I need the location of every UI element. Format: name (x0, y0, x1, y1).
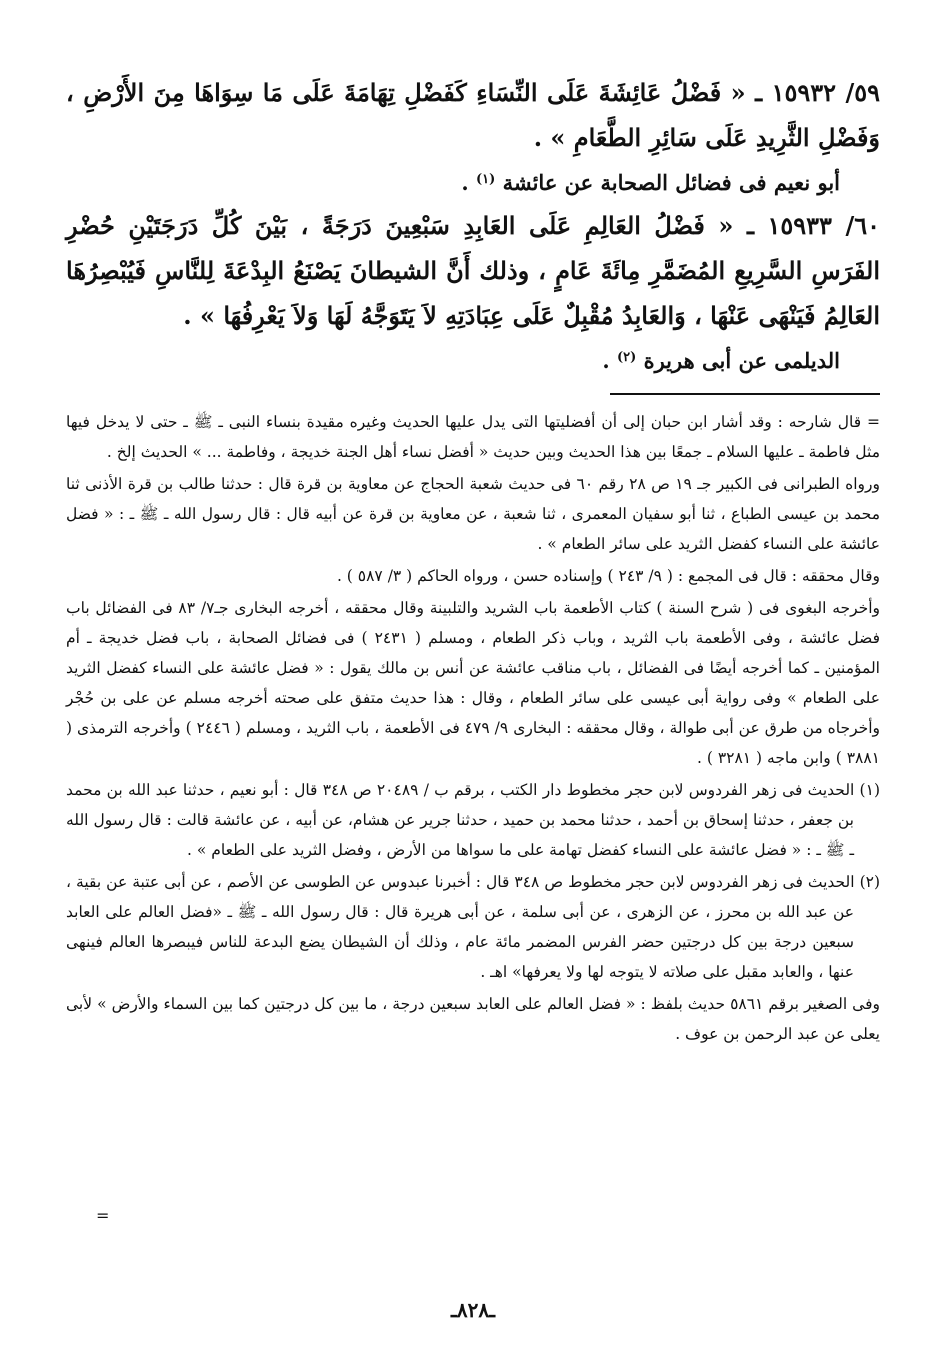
note-paragraph: = قال شارحه : وقد أشار ابن حبان إلى أن أفضليتها التى يدل عليها الحديث وغيره مقيدة بنساء النبى ـ ﷺ ـ حتى لا يدخل فيها مثل فاطمة ـ عليها السلام ـ جمعًا بين هذا الحديث وبين حديث « أفضل نساء أهل الجنة خديجة ، وفاطمة ... » الحديث إلخ . (66, 413, 880, 461)
hadith-59 (66, 70, 880, 160)
hadith-source: أبو نعيم فى فضائل الصحابة عن عائشة $^{(١)}$ . (461, 170, 840, 195)
footnote-2: (٢) الحديث فى زهر الفردوس لابن حجر مخطوط ص ٣٤٨ قال : أخبرنا عبدوس عن الطوسى عن الأصم ، عن أبى عتبة عن بقية ، عن عبد الله بن محرز ، عن الزهرى ، عن أبى سلمة ، عن أبى هريرة قال : قال رسول الله ـ ﷺ ـ «فضل العالم على العابد سبعين درجة بين كل درجتين حضر الفرس المضمر مائة عام ، وذلك أن الشيطان يضع البدعة للناس فيبصرها العالم فينهى عنها ، والعابد مقبل على صلاته لا يتوجه لها ولا يعرفها» اهـ . (66, 873, 881, 981)
footnote-ref[interactable]: (٢) (616, 350, 637, 365)
page-number: ـ٨٢٨ـ (451, 1298, 495, 1322)
page-content (66, 70, 880, 1051)
note-paragraph: وفى الصغير برقم ٥٨٦١ حديث بلفظ : « فضل العالم على العابد سبعين درجة ، ما بين كل درجتين كما بين السماء والأرض » لأبى يعلى عن عبد الرحمن بن عوف . (66, 995, 880, 1043)
note-paragraph: وأخرجه البغوى فى ( شرح السنة ) كتاب الأطعمة باب الشريد والتلبينة وقال محققه ، أخرجه البخارى جـ٧/ ٨٣ فى الفضائل باب فضل عائشة ، وفى الأطعمة باب الثريد ، وباب ذكر الطعام ، ومسلم ( ٢٤٣١ ) فى فضائل الصحابة ، باب فضل خديجة ـ أم المؤمنين ـ كما أخرجه أيضًا فى الفضائل ، باب مناقب عائشة عن أنس بن مالك يقول : « فضل عائشة على النساء كفضل الثريد على الطعام » وفى رواية أبى عيسى على سائر الطعام ، وقال : هذا حديث متفق على صحته أخرجه مسلم عن على بن حُجْر وأخرجاه من طرق عن أبى طوالة ، وقال محققه : البخارى ٩/ ٤٧٩ فى الأطعمة ، باب الثريد ، ومسلم ( ٢٤٤٦ ) وأخرجه الترمذى ( ٣٨٨١ ) وابن ماجه ( ٣٢٨١ ) . (66, 599, 881, 767)
hadith-text: « فَضْلُ العَالِمِ عَلَى العَابِدِ سَبْعِينَ دَرَجَةً ، بَيْنَ كُلِّ دَرَجَتَيْنِ حُضْرِ الفَرَسِ السَّرِيعِ المُضَمَّرِ مِائَةَ عَامٍ ، وذلك أَنَّ الشيطانَ يَصْنَعُ البِدْعَةَ لِلنَّاسِ فَيُبْصِرُهَا العَالِمُ فَيَنْهَى عَنْهَا ، وَالعَابِدُ مُقْبِلٌ عَلَى عِبَادَتِهِ لاَ يَتَوَجَّهُ لَهَا وَلاَ يَعْرِفُهَا » . (66, 211, 880, 330)
source-text: أبو نعيم فى فضائل الصحابة عن عائشة (502, 170, 840, 195)
footnotes-section (66, 407, 880, 1049)
hadith-number: ٦٠/ ١٥٩٣٣ ـ (746, 211, 880, 240)
footnote-ref[interactable]: (١) (475, 172, 496, 187)
note-paragraph: ورواه الطبرانى فى الكبير جـ ١٩ ص ٢٨ رقم ٦٠ فى حديث شعبة الحجاج عن معاوية بن قرة قال : حدثنا طالب بن قرة الأذنى ثنا محمد بن عيسى الطباع ، ثنا أبو سفيان المعمرى ، ثنا شعبة ، عن معاوية بن قرة عن أبيه قال : قال رسول الله ـ ﷺ ـ : « فضل عائشة على النساء كفضل الثريد على سائر الطعام » . (66, 475, 880, 553)
hadith-60 (66, 203, 880, 338)
footnote-divider (610, 393, 880, 395)
footnote-divider-wrap (66, 381, 880, 407)
hadith-text: « فَضْلُ عَائِشَةَ عَلَى النِّسَاءِ كَفَضْلِ تِهَامَةَ عَلَى مَا سِوَاهَا مِنَ الأَرْضِ ، وَفَضْلِ الثَّرِيدِ عَلَى سَائِرِ الطَّعَامِ » . (66, 78, 880, 152)
note-paragraph: وقال محققه : قال فى المجمع : ( ٩/ ٢٤٣ ) وإسناده حسن ، ورواه الحاكم ( ٣/ ٥٨٧ ) . (336, 567, 880, 585)
continuation-mark: = (96, 1206, 110, 1225)
source-text: الديلمى عن أبى هريرة (643, 348, 840, 373)
footnote-1: (١) الحديث فى زهر الفردوس لابن حجر مخطوط دار الكتب ، برقم ب / ٢٠٤٨٩ ص ٣٤٨ قال : أبو نعيم ، حدثنا عبد الله بن محمد بن جعفر ، حدثنا إسحاق بن أحمد ، حدثنا محمد بن حميد ، حدثنا جرير عن هشام، عن أبيه ، عن عائشة قالت : قال رسول الله ـ ﷺ ـ : « فضل عائشة على النساء كفضل تهامة على ما سواها من الأرض ، وفضل الثريد على الطعام » . (66, 781, 880, 859)
hadith-number: ٥٩/ ١٥٩٣٢ ـ (755, 78, 881, 107)
hadith-source: الديلمى عن أبى هريرة $^{(٢)}$ . (602, 348, 840, 373)
